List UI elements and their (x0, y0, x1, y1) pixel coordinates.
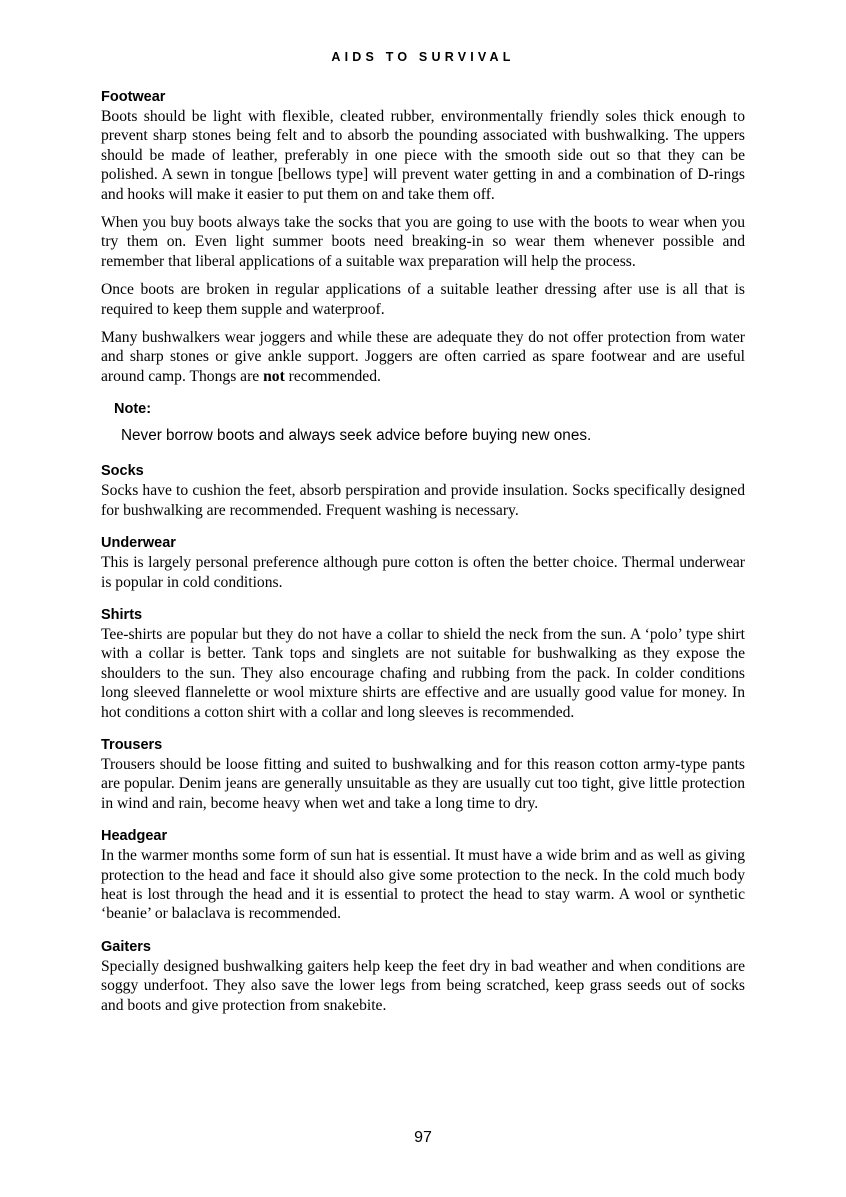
underwear-paragraph: This is largely personal preference although pure cotton is often the better choice. Thermal underwear is popular in cold conditions. (101, 554, 745, 591)
section-socks (101, 462, 745, 520)
heading-socks: Socks (101, 463, 144, 480)
section-shirts (101, 606, 745, 722)
heading-headgear: Headgear (101, 828, 168, 845)
heading-shirts: Shirts (101, 606, 143, 623)
section-footwear (101, 88, 745, 386)
shirts-paragraph: Tee-shirts are popular but they do not have a collar to shield the neck from the sun. A ‘polo’ type shirt with a collar is better. Tank tops and singlets are not suitable for bushwalking as they expose the shoulders to the sun. They also encourage chafing and rubbing from the pack. In colder conditions long sleeved flannelette or wool mixture shirts are effective and are usually good value for money. In hot conditions a cotton shirt with a collar and long sleeves is recommended. (101, 625, 745, 721)
note-box (114, 400, 745, 445)
section-gaiters (101, 938, 745, 1015)
heading-gaiters: Gaiters (101, 938, 151, 955)
running-header: AIDS TO SURVIVAL (331, 50, 515, 64)
footwear-p4-text-before: Many bushwalkers wear joggers and while these are adequate they do not offer protection from water and sharp stones or give ankle support. Joggers are often carried as spare footwear and are useful around camp. Thongs are (101, 329, 745, 385)
heading-trousers: Trousers (101, 736, 163, 753)
headgear-paragraph: In the warmer months some form of sun hat is essential. It must have a wide brim and as well as giving protection to the head and face it should also give some protection to the neck. In the cold much body heat is lost through the head and it is essential to protect the head to stay warm. A wool or synthetic ‘beanie’ or balaclava is recommended. (101, 847, 745, 923)
footwear-paragraph-4 (101, 328, 745, 386)
section-headgear (101, 827, 745, 924)
heading-underwear: Underwear (101, 535, 176, 552)
footwear-p4-emphasis: not (263, 367, 285, 385)
heading-footwear: Footwear (101, 89, 166, 105)
note-label: Note: (114, 401, 152, 418)
section-underwear (101, 534, 745, 592)
footwear-p4-text-after: recommended. (284, 367, 381, 385)
socks-paragraph: Socks have to cushion the feet, absorb perspiration and provide insulation. Socks specifically designed for bushwalking are recommended. Frequent washing is necessary. (101, 482, 745, 519)
footwear-paragraph-2: When you buy boots always take the socks that you are going to use with the boots to wear when you try them on. Even light summer boots need breaking-in so wear them whenever possible and remember that liberal applications of a suitable wax preparation will help the process. (101, 214, 745, 270)
page-content (101, 88, 745, 1029)
section-trousers (101, 736, 745, 813)
footwear-paragraph-3: Once boots are broken in regular applications of a suitable leather dressing after use is all that is required to keep them supple and waterproof. (101, 281, 745, 318)
trousers-paragraph: Trousers should be loose fitting and suited to bushwalking and for this reason cotton army-type pants are popular. Denim jeans are generally unsuitable as they are usually cut too tight, give little protection in wind and rain, become heavy when wet and take a long time to dry. (101, 755, 745, 812)
page-number: 97 (414, 1129, 432, 1146)
gaiters-paragraph: Specially designed bushwalking gaiters help keep the feet dry in bad weather and when conditions are soggy underfoot. They also save the lower legs from being scratched, keep grass seeds out of socks and boots and give protection from snakebite. (101, 957, 745, 1014)
footwear-paragraph-1: Boots should be light with flexible, cleated rubber, environmentally friendly soles thick enough to prevent sharp stones being felt and to absorb the pounding associated with bushwalking. The uppers should be made of leather, preferably in one piece with the smooth side out so that they can be polished. A sewn in tongue [bellows type] will prevent water getting in and a combination of D-rings and hooks will make it easier to put them on and take them off. (101, 108, 745, 203)
note-text: Never borrow boots and always seek advice before buying new ones. (121, 427, 592, 445)
